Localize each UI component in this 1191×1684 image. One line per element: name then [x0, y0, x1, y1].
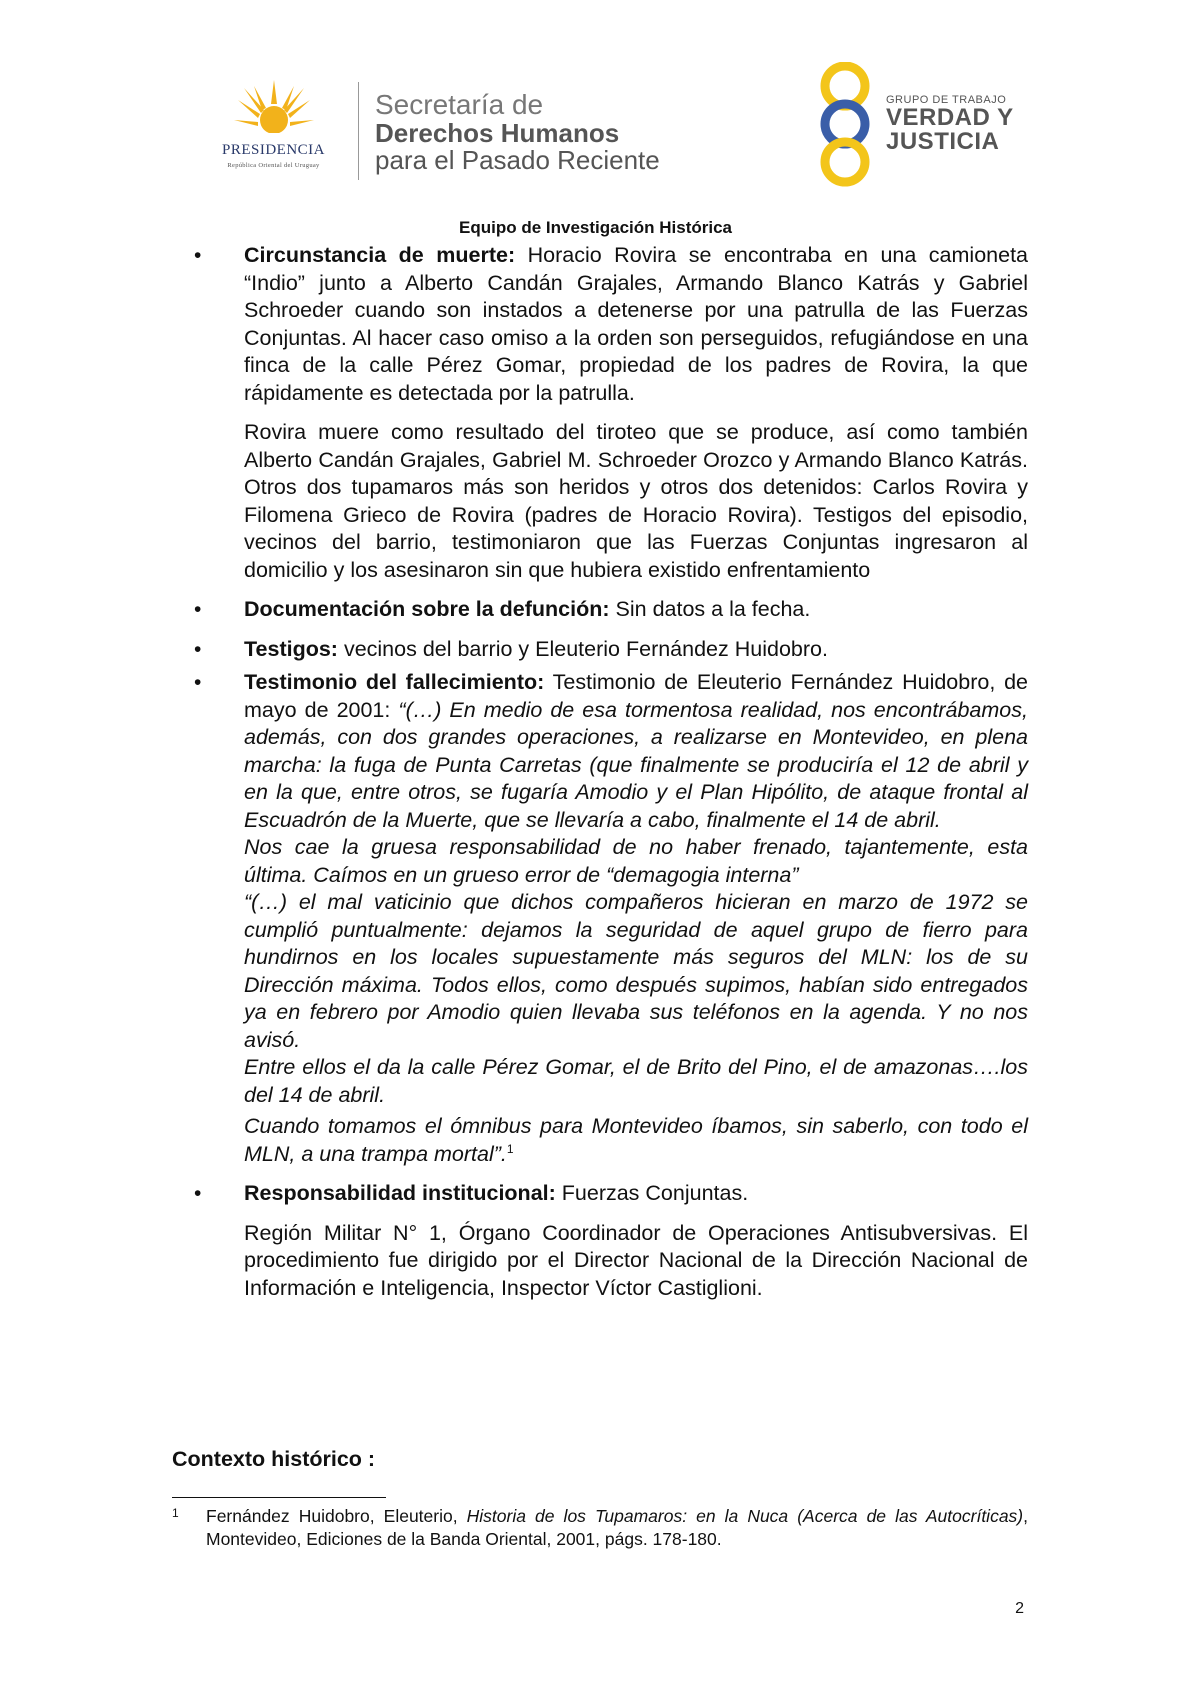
secretaria-line-1: Secretaría de: [375, 89, 544, 120]
secretaria-line-3: para el Pasado Reciente: [375, 145, 660, 175]
grupo-label: GRUPO DE TRABAJO: [886, 94, 1007, 106]
item-circunstancia: [172, 242, 1028, 584]
testimony-quote: [244, 669, 1028, 1168]
item-paragraph: Rovira muere como resultado del tiroteo que se produce, así como también Alberto Candán Grajales, Gabriel M. Schroeder Orozco y Armando Blanco Katrás. Otros dos tupamaros más son heridos y otros dos detenidos: Carlos Rovira y Filomena Grieco de Rovira (padres de Horacio Rovira). Testigos del episodio, vecinos del barrio, testimoniaron que las Fuerzas Conjuntas ingresaron al domicilio y los asesinaron sin que hubiera existido enfrentamiento: [244, 420, 1028, 582]
item-testigos: [172, 636, 1028, 664]
secretaria-line-2: Derechos Humanos: [375, 118, 620, 148]
justicia-label: JUSTICIA: [886, 128, 1000, 155]
presidencia-subtitle: República Oriental del Uruguay: [227, 162, 320, 169]
team-title: Equipo de Investigación Histórica: [459, 218, 732, 237]
item-text: Horacio Rovira se encontraba en una camioneta “Indio” junto a Alberto Candán Grajales, Armando Blanco Katrás y Gabriel Schroeder cuando son instados a detenerse por una patrulla de las Fuerzas Conjuntas. Al hacer caso omiso a la orden son perseguidos, refugiándose en una finca de la calle Pérez Gomar, propiedad de los padres de Rovira, la que rápidamente es detectada por la patrulla.: [244, 243, 1028, 405]
item-label: Testigos:: [244, 636, 338, 661]
item-testimonio: [172, 669, 1028, 1168]
bullet: •: [194, 244, 202, 267]
item-responsabilidad: [172, 1180, 1028, 1302]
context-heading: Contexto histórico :: [172, 1447, 376, 1471]
verdad-label: VERDAD Y: [886, 104, 1014, 131]
quote-part-2: Nos cae la gruesa responsabilidad de no haber frenado, tajantemente, esta última. Caímos en un grueso error de “demagogia interna”: [244, 835, 1028, 887]
item-label: Testimonio del fallecimiento:: [244, 670, 545, 694]
document-body: [172, 242, 1028, 1314]
item-documentacion: [172, 596, 1028, 624]
quote-part-1: “(…) En medio de esa tormentosa realidad, nos encontrábamos, además, con dos grandes operaciones, a realizarse en Montevideo, en plena marcha: la fuga de Punta Carretas (que finalmente se produciría el 12 de abril y en la que, entre otros, se fugaría Amodio y el Plan Hipólito, de ataque frontal al Escuadrón de la Muerte, que se llevaría a cabo, finalmente el 14 de abril.: [244, 697, 1028, 832]
bullet: •: [194, 1182, 202, 1205]
header-divider: [358, 82, 359, 180]
item-label: Circunstancia de muerte:: [244, 243, 516, 267]
sun-icon: [234, 78, 314, 138]
item-text: Fuerzas Conjuntas.: [555, 1181, 749, 1205]
footnote-title: Historia de los Tupamaros: en la Nuca (Acerca de las Autocríticas): [466, 1506, 1024, 1526]
bullet: •: [194, 598, 202, 621]
footnote-text-a: Fernández Huidobro, Eleuterio,: [206, 1506, 467, 1526]
rings-icon: [812, 62, 878, 187]
item-text: Testimonio de Eleuterio Fernández Huidobro, de mayo de 2001:: [244, 670, 1028, 722]
page-number: 2: [1015, 1600, 1024, 1617]
item-text: Sin datos a la fecha.: [609, 597, 811, 621]
footnote: [172, 1505, 1028, 1551]
item-label: Responsabilidad institucional:: [244, 1181, 556, 1205]
quote-part-3: “(…) el mal vaticinio que dichos compañeros hicieran en marzo de 1972 se cumplió puntualmente: dejamos la seguridad de aquel grupo de fierro para hundirnos en los locales supuestamente más seguros del MLN: los de su Dirección máxima. Todos ellos, como después supimos, habían sido entregados ya en febrero por Amodio quien llevaba sus teléfonos en la agenda. Y no nos avisó.: [244, 890, 1028, 1052]
quote-part-4: Entre ellos el da la calle Pérez Gomar, el de Brito del Pino, el de amazonas….los del 14 de abril.: [244, 1055, 1028, 1107]
footnote-ref[interactable]: 1: [506, 1141, 514, 1156]
secretaria-logo: [375, 90, 660, 174]
bullet: •: [194, 637, 202, 661]
bullet: •: [194, 671, 202, 694]
footnote-text-b: , Montevideo, Ediciones de la Banda Oriental, 2001, págs. 178-180.: [206, 1506, 1029, 1549]
quote-part-5: Cuando tomamos el ómnibus para Montevideo íbamos, sin saberlo, con todo el MLN, a una trampa mortal”.: [244, 1114, 1028, 1166]
page-header: [0, 0, 1191, 237]
item-text: vecinos del barrio y Eleuterio Fernández Huidobro.: [337, 636, 828, 661]
footnote-divider: [172, 1497, 386, 1498]
presidencia-wordmark: PRESIDENCIA: [221, 142, 325, 158]
verdad-justicia-logo: [812, 62, 1022, 187]
verdad-justicia-text: [886, 94, 1014, 154]
item-label: Documentación sobre la defunción:: [244, 597, 610, 621]
item-paragraph: Región Militar N° 1, Órgano Coordinador de Operaciones Antisubversivas. El procedimiento fue dirigido por el Director Nacional de la Dirección Nacional de Información e Inteligencia, Inspector Víctor Castiglioni.: [244, 1220, 1028, 1300]
presidencia-logo: [196, 78, 351, 178]
footnote-number: 1: [172, 1506, 179, 1520]
